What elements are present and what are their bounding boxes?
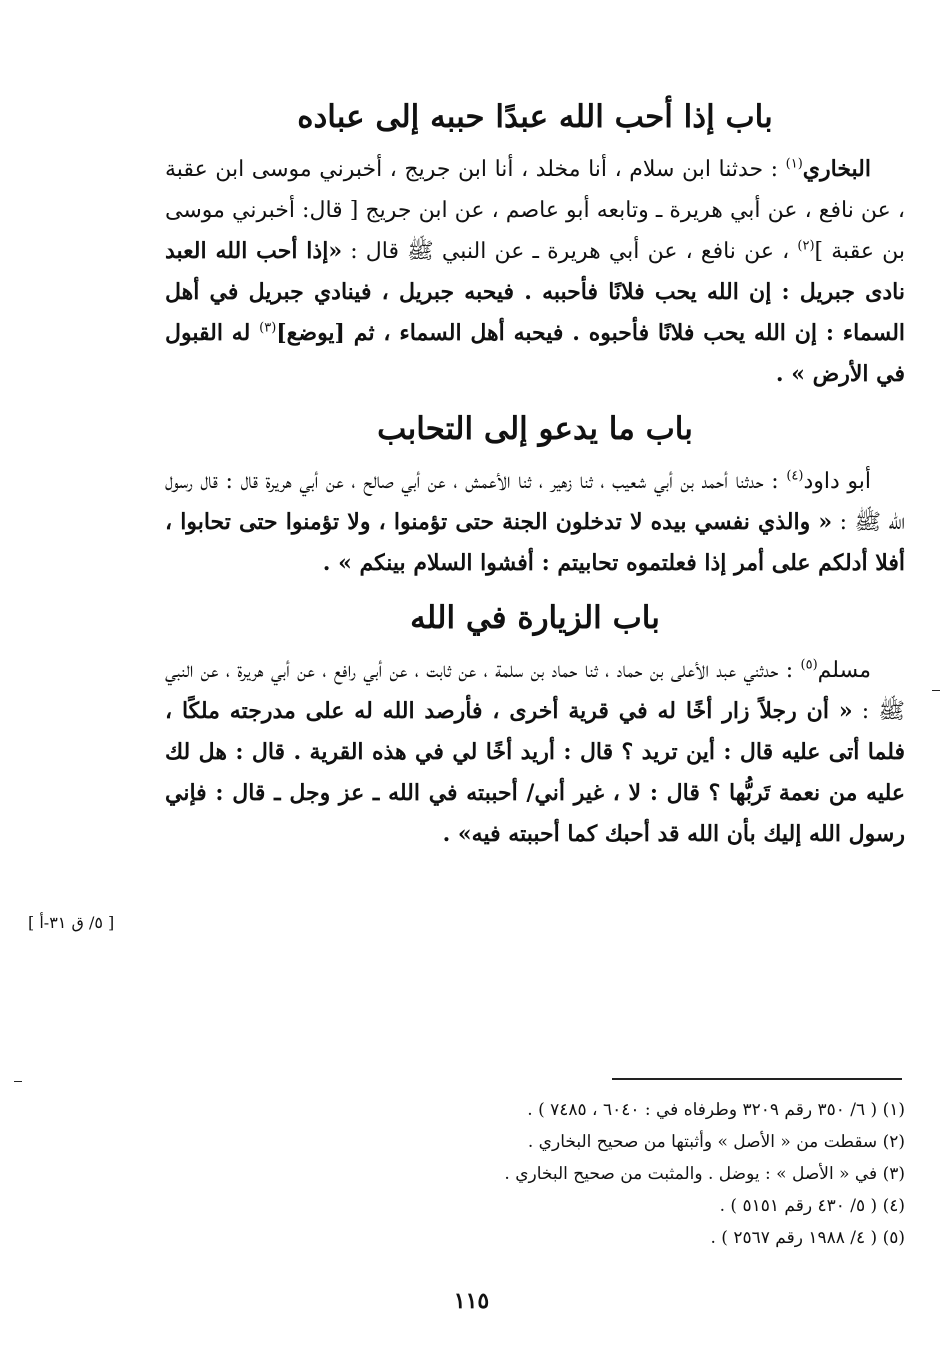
section-heading-2: باب ما يدعو إلى التحابب (377, 411, 693, 447)
scan-mark (14, 1081, 22, 1082)
source-name: أبو داود (803, 469, 871, 494)
section-heading-3: باب الزيارة في الله (410, 600, 660, 636)
footnote-marker: (٤) (786, 468, 804, 484)
source-name: البخاري (802, 156, 871, 182)
footnotes (300, 1094, 905, 1254)
section-paragraph-1 (165, 149, 905, 395)
footnote-marker: (١) (785, 156, 803, 172)
footnote-4: (٤) ( ٥/ ٤٣٠ رقم ٥١٥١ ) . (719, 1196, 905, 1216)
footnote-marker: (٣) (259, 320, 277, 336)
isnad-text: : حدثنا ابن سلام ، أنا مخلد ، أنا ابن جريج ، أخبرني موسى ابن عقبة ، عن نافع ، عن أبي هريرة ـ وتابعه أبو عاصم ، عن ابن جريج [ قال: أخبرني موسى بن عقبة ] (165, 157, 905, 264)
footnote-3: (٣) في « الأصل » : يوضل . والمثبت من صحيح البخاري . (504, 1164, 905, 1184)
hadith-text: « أن رجلاً زار أخًا له في قرية أخرى ، فأرصد الله له على مدرجته ملكًا ، فلما أتى عليه قال : أين تريد ؟ قال : أريد أخًا لي في هذه القرية . قال : هل لك عليه من نعمة تَربُّها ؟ قال : لا ، غير أني/ أحببته في الله ـ عز وجل ـ قال : فإني رسول الله إليك بأن الله قد أحبك كما أحببته فيه» . (165, 698, 905, 847)
footnote-marker: (٥) (800, 657, 818, 673)
main-text (165, 95, 905, 867)
hadith-text: « والذي نفسي بيده لا تدخلون الجنة حتى تؤمنوا ، ولا تؤمنوا حتى تحابوا ، أفلا أدلكم على أمر إذا فعلتموه تحابيتم : أفشوا السلام بينكم » . (165, 509, 905, 576)
section-paragraph-3 (165, 650, 905, 855)
scan-mark (932, 690, 940, 691)
section-paragraph-2 (165, 461, 905, 584)
hadith-text: له القبول في الأرض » . (165, 320, 905, 387)
hadith-text: «إذا أحب الله العبد نادى جبريل : إن الله يحب فلانًا فأحببه . فيحبه جبريل ، فينادي جبريل في أهل السماء : إن الله يحب فلانًا فأحبوه . فيحبه أهل السماء ، ثم [يوضع] (165, 238, 906, 346)
footnote-2: (٢) سقطت من « الأصل » وأثبتها من صحيح البخاري . (527, 1132, 905, 1152)
isnad-text: : حدثنا أحمد بن أبي شعيب ، ثنا زهير ، ثنا الأعمش ، عن أبي صالح ، عن أبي هريرة قال : قال رسول الله ﷺ : (165, 469, 905, 535)
isnad-text: ، عن نافع ، عن أبي هريرة ـ عن النبي ﷺ قال : (342, 239, 798, 264)
footnote-5: (٥) ( ٤/ ١٩٨٨ رقم ٢٥٦٧ ) . (710, 1228, 905, 1248)
page-number: ١١٥ (453, 1288, 490, 1314)
footnote-separator (612, 1078, 902, 1080)
isnad-text: : حدثني عبد الأعلى بن حماد ، ثنا حماد بن سلمة ، عن ثابت ، عن أبي رافع ، عن أبي هريرة ، عن النبي ﷺ : (165, 658, 905, 724)
footnote-marker: (٢) (797, 238, 815, 254)
section-heading-1: باب إذا أحب الله عبدًا حببه إلى عباده (297, 99, 773, 135)
footnote-1: (١) ( ٦/ ٣٥٠ رقم ٣٢٠٩ وطرفاه في : ٦٠٤٠ ، ٧٤٨٥ ) . (527, 1100, 905, 1120)
source-name: مسلم (817, 658, 871, 683)
manuscript-margin-reference: [ ٥/ ق ٣١-أ ] (28, 913, 115, 932)
